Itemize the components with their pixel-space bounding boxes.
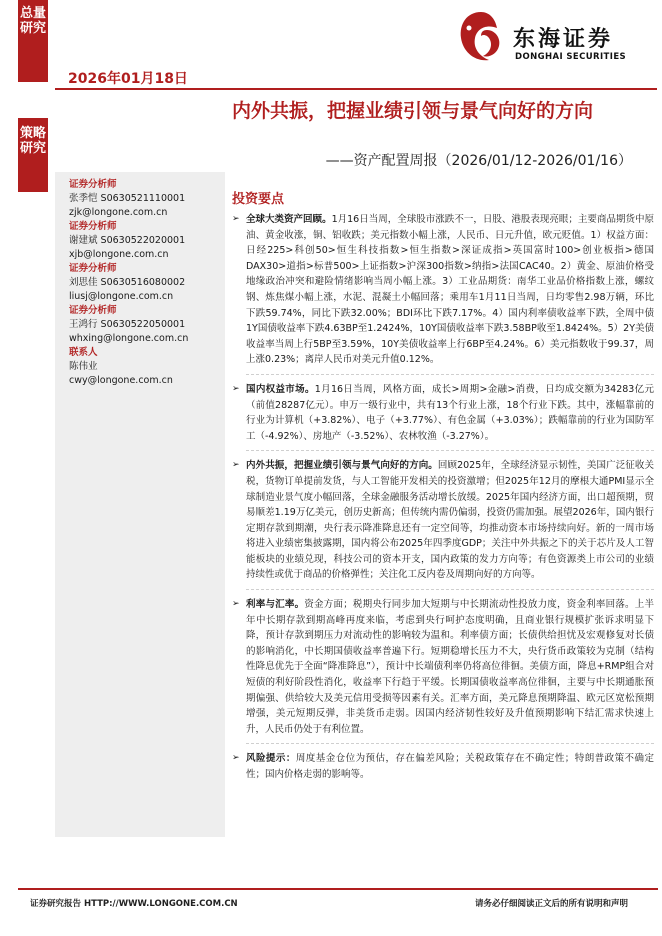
key-point-lead: 内外共振，把握业绩引领与景气向好的方向。: [246, 460, 438, 472]
footer-divider: [18, 888, 658, 890]
key-point: [232, 212, 654, 368]
report-subtitle: ——资产配置周报（2026/01/12-2026/01/16）: [325, 153, 632, 169]
key-point: [232, 597, 654, 737]
footer-disclaimer: 请务必仔细阅读正文后的所有说明和声明: [475, 899, 629, 909]
analyst-cert: S0630521110001: [97, 193, 186, 204]
brand-logo: [453, 8, 653, 70]
report-date: 2026年01月18日: [68, 71, 188, 87]
key-point-lead: 全球大类资产回顾。: [246, 214, 332, 225]
analyst-role: 证券分析师: [69, 263, 117, 274]
bullet-arrow-icon: ➢: [232, 753, 240, 764]
key-point-text: 资金方面；税期央行同步加大短期与中长期流动性投放力度，资金利率回落。上半年中长期存款到期高峰再度来临，考虑到央行呵护态度明确，且商业银行规模扩张诉求明显下降，预计存款到期压力对流动性的影响较为温和。利率债方面；长债供给担忧及宏观修复对长债的影响消化，中长期国债收益率普遍下行。短期稳增长压力不大，央行货币政策较为克制（结构性降息优先于全面“降准降息”），预计中长端债利率仍将高位徘徊。美债方面，降息+RMP组合对短债的利好阶段性消化，收益率下行趋于平缓。长期国债收益率高位徘徊，主要与中长期通胀预期偏强、供给较大及美元信用受损等因素有关。汇率方面，美元降息预期降温、欧元区宽松预期增强，美元短期反弹，非美货币走弱。因国内经济韧性较好及升值预期影响下结汇需求快速上升，人民币仍处于有利位置。: [246, 599, 654, 735]
key-point-lead: 利率与汇率。: [246, 599, 305, 611]
analyst-name-line: [69, 360, 188, 374]
analyst-name: 刘思佳: [69, 277, 98, 288]
bullet-arrow-icon: ➢: [232, 599, 240, 610]
brand-name-en: DONGHAI SECURITIES: [515, 52, 627, 62]
analyst-role: 证券分析师: [69, 305, 117, 316]
analyst-role: 证券分析师: [69, 179, 117, 190]
analyst-cert: S0630516080002: [97, 277, 186, 288]
analyst-cert: S0630522050001: [97, 319, 186, 330]
section-title: 投资要点: [232, 192, 285, 207]
analyst-name-line: [69, 276, 188, 290]
analyst-email[interactable]: whxing@longone.com.cn: [69, 333, 189, 344]
analyst-name-line: [69, 234, 188, 248]
key-point: [232, 458, 654, 583]
bullet-separator: [246, 589, 654, 590]
bullet-arrow-icon: ➢: [232, 214, 240, 224]
analyst-role: 联系人: [69, 347, 98, 358]
analyst-email[interactable]: xjb@longone.com.cn: [69, 249, 169, 260]
analyst-name: 谢建斌: [69, 235, 98, 246]
bullet-arrow-icon: ➢: [232, 383, 240, 394]
side-tab-macro: 总量研究: [18, 0, 48, 82]
brand-name-cn: 东海证券: [513, 27, 614, 52]
dragon-logo-icon: [453, 8, 509, 68]
key-point-text: 1月16日当周，全球股市涨跌不一，日股、港股表现亮眼；主要商品期货中原油、黄金收涨，铜、铝收跌；美元指数小幅上涨，人民币、日元升值，欧元贬值。1）权益方面：日经225>科创50>恒生科技指数>恒生指数>深证成指>英国富时100>创业板指>德国DAX30>道指>标普500>上证指数>沪深300指数>纳指>法国CAC40。2）黄金、原油价格受地缘政治冲突和避险情绪影响当周小幅上涨。3）工业品期货：南华工业品价格指数上涨，螺纹钢、炼焦煤小幅上涨，水泥、混凝土小幅回落；乘用车1月11日当周，日均零售2.98万辆，环比下跌59.74%，同比下跌32.00%；BDI环比下跌7.17%。4）国内利率债收益率下跌，全周中债1Y国债收益率下跌4.63BP至1.2424%，10Y国债收益率下跌3.58BP收至1.8424%。5）2Y美债收益率当周上行5BP至3.59%，10Y美债收益率上行6BP至4.24%。6）美元指数收于99.37，周上涨0.23%；离岸人民币对美元升值0.12%。: [246, 214, 654, 366]
footer-left: 证券研究报告 HTTP://WWW.LONGONE.COM.CN: [30, 899, 238, 909]
key-point: [232, 382, 654, 444]
key-point: [232, 751, 654, 782]
bullet-separator: [246, 743, 654, 744]
analyst-sidebar: [55, 172, 225, 837]
report-title: 内外共振，把握业绩引领与景气向好的方向: [232, 100, 594, 122]
analyst-role: 证券分析师: [69, 221, 117, 232]
analyst-cert: S0630522020001: [97, 235, 186, 246]
analyst-name-line: [69, 192, 188, 206]
bullet-arrow-icon: ➢: [232, 460, 240, 471]
key-point-lead: 风险提示：: [246, 753, 296, 765]
analyst-list: [69, 178, 188, 388]
key-point-text: 1月16日当周，风格方面，成长>周期>金融>消费，日均成交额为34283亿元（前值28287亿元）。申万一级行业中，共有13个行业上涨，18个行业下跌。其中，涨幅靠前的行业为计算机（+3.82%）、电子（+3.77%）、有色金属（+3.03%）；跌幅靠前的行业为国防军工（-4.92%）、房地产（-3.52%）、农林牧渔（-3.27%）。: [246, 383, 654, 442]
analyst-name: 张季恺: [69, 193, 98, 204]
analyst-name: 王鸿行: [69, 319, 98, 330]
analyst-name-line: [69, 318, 188, 332]
analyst-email[interactable]: liusj@longone.com.cn: [69, 291, 174, 302]
bullet-separator: [246, 374, 654, 375]
analyst-name: 陈伟业: [69, 361, 98, 372]
key-point-text: 回顾2025年，全球经济显示韧性，美国广泛征收关税，货物订单提前发货，与人工智能开发相关的投资激增；但2025年12月的摩根大通PMI显示全球制造业景气度小幅回落，全球金融服务活动增长放缓。2025年国内经济方面，出口超预期，贸易顺差1.19万亿美元，创历史新高；但传统内需仍偏弱，投资仍需加强。展望2026年，国内银行定期存款到期潮，央行表示降准降息还有一定空间等，均推动资本市场持续向好。新的一周市场将进入业绩密集披露期，国内将公布2025年四季度GDP；关注中外共振之下的关于芯片及人工智能板块的业绩兑现，科技公司的资本开支，国内政策的发力方向等；有色资源类上市公司的业绩持续性或优于商品的价格弹性；关注化工反内卷及周期向好的方向等。: [246, 460, 654, 581]
side-tab-strategy: 策略研究: [18, 118, 48, 192]
header-divider: [55, 88, 657, 90]
analyst-email[interactable]: cwy@longone.com.cn: [69, 375, 173, 386]
key-point-lead: 国内权益市场。: [246, 383, 315, 395]
analyst-email[interactable]: zjk@longone.com.cn: [69, 207, 168, 218]
key-points: [232, 212, 654, 783]
key-point-text: 周度基金仓位为预估，存在偏差风险；关税政策存在不确定性；特朗普政策不确定性；国内价格走弱的影响等。: [246, 753, 654, 780]
bullet-separator: [246, 450, 654, 451]
